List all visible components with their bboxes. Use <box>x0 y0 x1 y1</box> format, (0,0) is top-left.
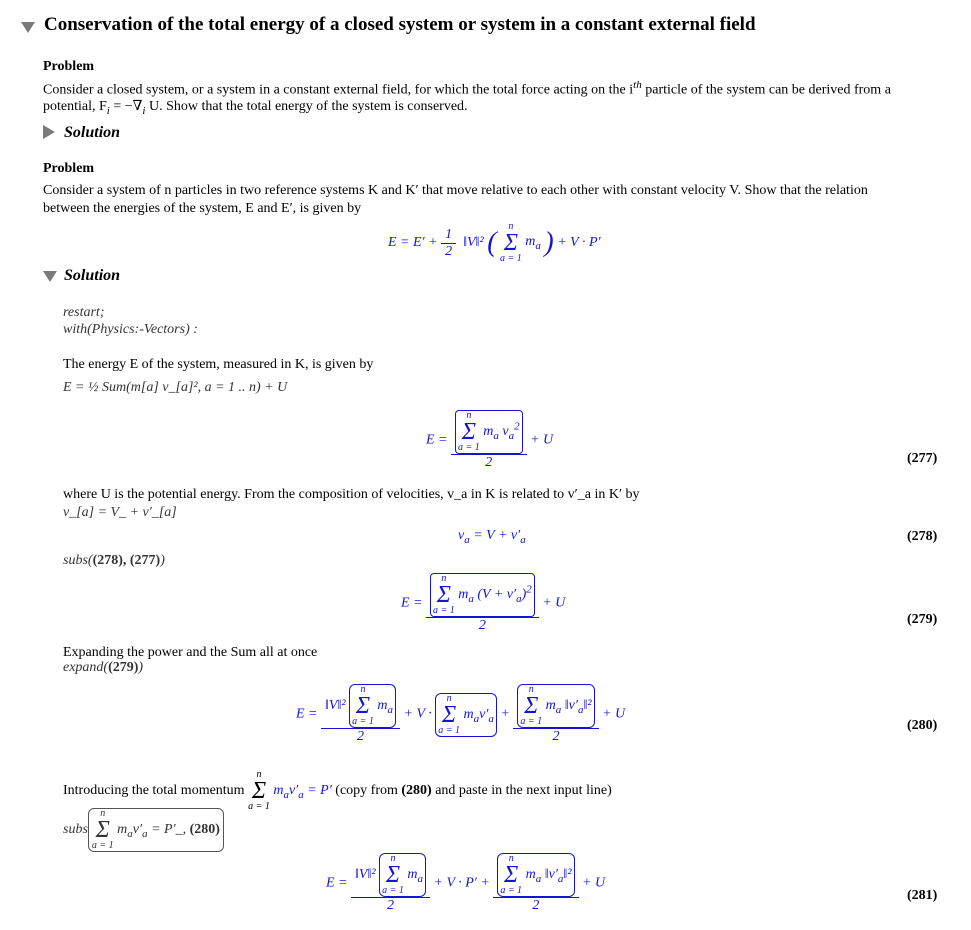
eq279-output: E = n Σ a = 1 $m_a$ $(V + v'_a)^2$ 2 + U <box>401 573 566 633</box>
text-expanding: Expanding the power and the Sum all at once <box>63 645 318 660</box>
text-potential: where U is the potential energy. From the composition of velocities, v_a in K is related to v′_a in K′ by <box>63 487 640 502</box>
input-subs-1-suffix: ) <box>160 553 165 568</box>
input-expand[interactable] <box>63 660 143 676</box>
problem2-formula: E = E′ + $\frac{1}{2}$ ‖V‖² ( n Σ a = 1 $m_a$ ) + V · P′ <box>388 221 601 264</box>
eq281-label: (281) <box>907 888 938 903</box>
problem-text-line2: potential, $F_i = -\nabla_i$ U. Show that the total energy of the system is conserved. <box>43 99 468 117</box>
input-expand-prefix: expand( <box>63 660 109 675</box>
eq281-output: E = ‖V‖² n Σ a = 1 $m_a$ 2 + V · P′ + n Σ a = 1 $m_a$ $‖v'_a‖^2$ 2 + U <box>326 853 606 913</box>
problem2-heading: Problem <box>43 161 95 176</box>
text-energy: The energy E of the system, measured in K, is given by <box>63 357 374 372</box>
eq280-label: (280) <box>907 718 938 733</box>
input-velocity[interactable]: v_[a] = V_ + v′_[a] <box>63 505 177 520</box>
problem-text-line2-start: potential, F <box>43 99 107 114</box>
expand-triangle-icon[interactable] <box>43 125 55 139</box>
problem-text-line1: Consider a closed system, or a system in a constant external field, for which the total force acting on the i <box>43 82 634 98</box>
text-momentum-end: and paste in the next input line) <box>431 783 612 799</box>
input-restart[interactable]: restart; <box>63 305 105 320</box>
problem2-text-line1: Consider a system of n particles in two reference systems K and K′ that move relative to each other with constant velocity V. Show that the relation <box>43 183 868 198</box>
solution-collapsed-label[interactable]: Solution <box>64 124 121 141</box>
text-momentum-ref[interactable]: (280) <box>401 783 432 799</box>
section-title: Conservation of the total energy of a closed system or system in a constant external field <box>44 14 756 35</box>
eq277-label: (277) <box>907 451 938 466</box>
superscript-th: th <box>633 79 642 91</box>
eq277-output: E = n Σ a = 1 $m_a$ $v_a^2$ 2 + U <box>426 410 554 470</box>
momentum-formula: n Σ a = 1 $m_av'_a = P'$ <box>248 769 332 812</box>
text-momentum-suffix: (copy from <box>335 783 402 799</box>
problem2-text-line2: between the energies of the system, E and E′, is given by <box>43 201 362 216</box>
eq278-output: $v_a = V + v'_a$ <box>458 528 526 546</box>
eq279-label: (279) <box>907 612 938 627</box>
collapse-triangle-icon[interactable] <box>21 22 35 33</box>
problem-text-line2-end: U. Show that the total energy of the system is conserved. <box>145 99 468 114</box>
input-with-physics[interactable]: with(Physics:-Vectors) : <box>63 322 198 337</box>
eq280-output: E = ‖V‖² n Σ a = 1 $m_a$ 2 + V · n Σ a = 1 $m_av'_a$ + n Σ a = 1 $m_a$ $‖v'_a‖^2$ 2 + U <box>296 684 626 744</box>
eq278-label: (278) <box>907 529 938 544</box>
input-expand-suffix: ) <box>138 660 144 675</box>
input-subs-2[interactable]: subsn Σ a = 1 $m_av'_a$ = P′_, (280) <box>63 808 224 852</box>
input-subs-1-refs[interactable]: (278), (277) <box>92 553 161 568</box>
input-expand-ref[interactable]: (279) <box>108 660 139 675</box>
input-energy-def[interactable]: E = ½ Sum(m[a] v_[a]², a = 1 .. n) + U <box>63 380 288 395</box>
text-momentum <box>63 770 612 812</box>
input-subs-1[interactable] <box>63 553 165 569</box>
collapse-triangle-icon-2[interactable] <box>43 271 57 282</box>
problem-heading: Problem <box>43 59 95 74</box>
text-momentum-prefix: Introducing the total momentum <box>63 783 245 799</box>
input-subs-1-prefix: subs( <box>63 553 93 568</box>
solution-label[interactable]: Solution <box>64 267 121 284</box>
problem-text-line1-end: particle of the system can be derived from a <box>641 82 891 98</box>
problem-text-line2-mid: = −∇ <box>109 99 143 114</box>
